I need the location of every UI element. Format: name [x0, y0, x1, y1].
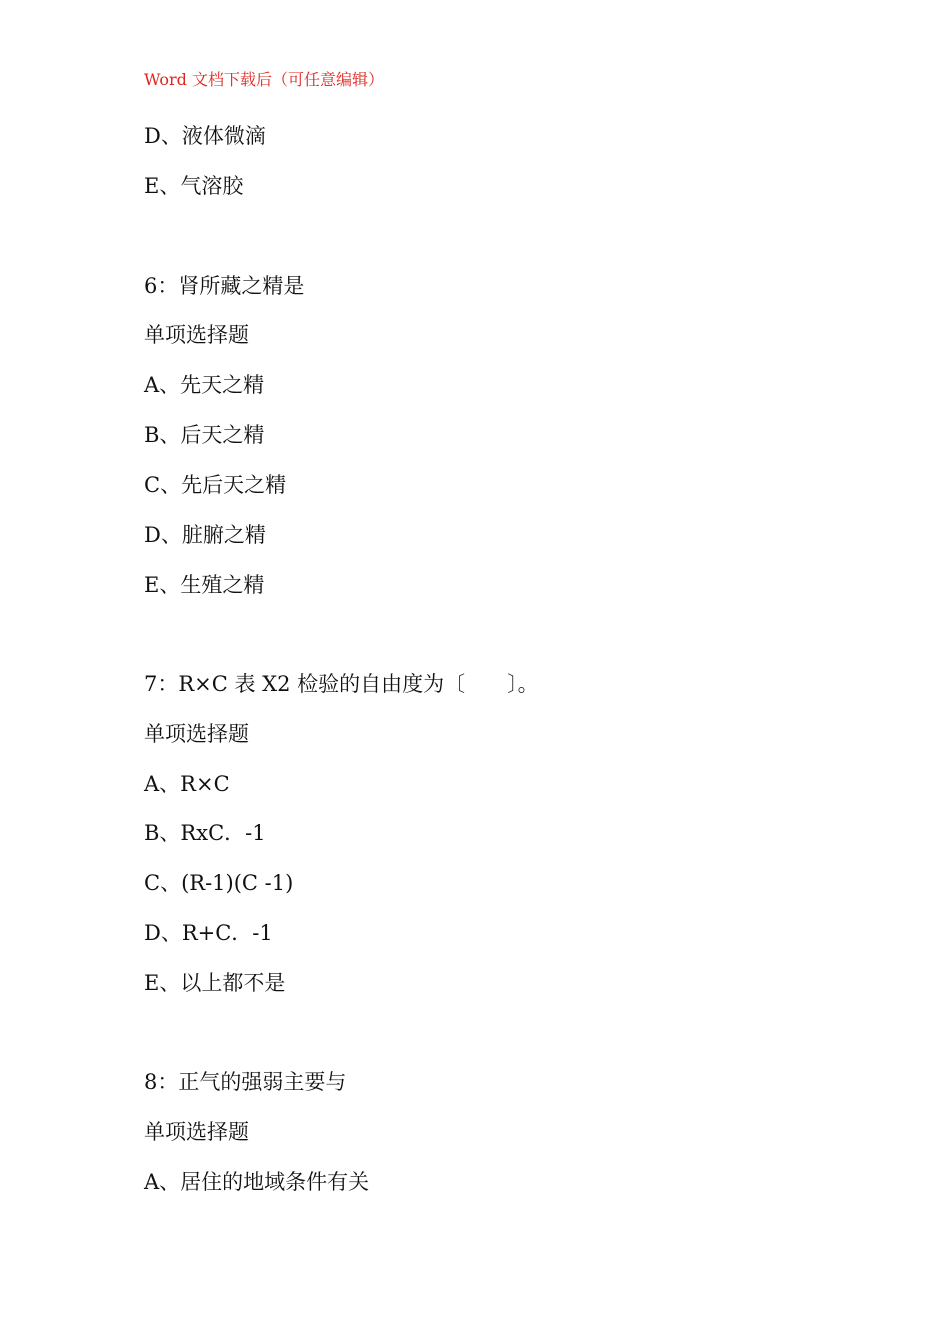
q7-type: 单项选择题: [144, 722, 249, 746]
q7-option-a: A、R×C: [144, 772, 230, 796]
q7-option-d: D、R+C．-1: [144, 921, 273, 945]
q6-option-d: D、脏腑之精: [144, 523, 266, 547]
q7-option-b: B、RxC．-1: [144, 821, 266, 845]
download-header: Word 文档下载后（可任意编辑）: [144, 70, 384, 89]
q5-option-e: E、气溶胶: [144, 174, 244, 198]
q6-option-e: E、生殖之精: [144, 573, 265, 597]
q6-type: 单项选择题: [144, 323, 249, 347]
q7-option-e: E、以上都不是: [144, 971, 286, 995]
q8-type: 单项选择题: [144, 1120, 249, 1144]
q7-question: 7：R×C 表 X2 检验的自由度为〔 〕。: [144, 672, 539, 696]
q6-question: 6：肾所藏之精是: [144, 274, 305, 298]
q5-option-d: D、液体微滴: [144, 124, 266, 148]
q8-question: 8：正气的强弱主要与: [144, 1070, 347, 1094]
q6-option-c: C、先后天之精: [144, 473, 287, 497]
q8-option-a: A、居住的地域条件有关: [144, 1170, 370, 1194]
q6-option-a: A、先天之精: [144, 373, 265, 397]
q6-option-b: B、后天之精: [144, 423, 265, 447]
q7-option-c: C、(R-1)(C -1): [144, 871, 294, 895]
